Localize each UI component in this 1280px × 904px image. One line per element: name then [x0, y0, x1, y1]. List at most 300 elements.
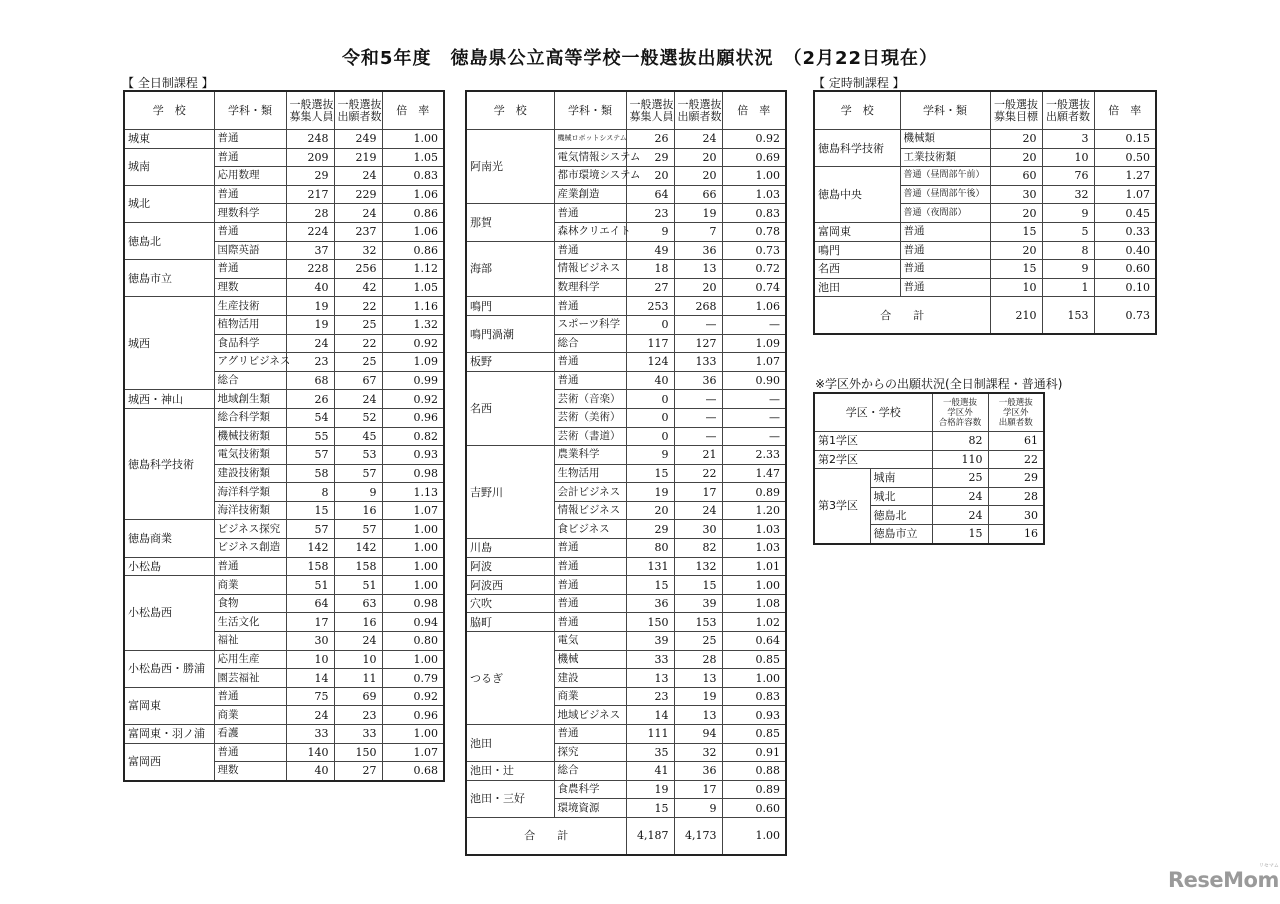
- applicants-value: 69: [334, 687, 382, 706]
- school-name: 板野: [466, 353, 554, 372]
- applicants-value: 57: [334, 520, 382, 539]
- quota-value: 117: [626, 334, 674, 353]
- ratio-value: 1.00: [722, 167, 786, 186]
- quota-value: 64: [286, 594, 334, 613]
- applicants-value: 16: [334, 501, 382, 520]
- school-name: 富岡東: [814, 222, 900, 241]
- quota-value: 68: [286, 371, 334, 390]
- ratio-value: 0.50: [1094, 148, 1156, 167]
- quota-value: 20: [990, 130, 1042, 149]
- course-name: 普通（昼間部午後）: [900, 185, 990, 204]
- applicants-value: 7: [674, 222, 722, 241]
- allow-value: 25: [932, 469, 988, 488]
- quota-value: 29: [626, 148, 674, 167]
- ratio-value: 0.92: [382, 687, 444, 706]
- quota-value: 36: [626, 594, 674, 613]
- table-row: [466, 762, 786, 781]
- total-applicants: 153: [1042, 297, 1094, 335]
- quota-value: 23: [626, 204, 674, 223]
- table-row: [124, 576, 444, 595]
- school-name: 城西: [124, 297, 214, 390]
- quota-value: 20: [990, 148, 1042, 167]
- table-row: [814, 130, 1156, 149]
- table-row: [124, 408, 444, 427]
- table-row: [124, 687, 444, 706]
- parttime-table: [813, 90, 1157, 335]
- applicants-value: 32: [334, 241, 382, 260]
- applicants-value: 133: [674, 353, 722, 372]
- course-name: 普通: [554, 594, 626, 613]
- applicants-value: 9: [1042, 260, 1094, 279]
- ratio-value: 0.86: [382, 204, 444, 223]
- applicants-value: 36: [674, 241, 722, 260]
- course-name: 応用生産: [214, 650, 286, 669]
- school-name: つるぎ: [466, 632, 554, 725]
- district-name: 第3学区: [814, 469, 870, 544]
- course-name: 普通: [554, 371, 626, 390]
- total-label: 合 計: [466, 817, 626, 855]
- quota-value: 17: [286, 613, 334, 632]
- course-name: 商業: [554, 687, 626, 706]
- school-name: 川島: [466, 539, 554, 558]
- quota-value: 20: [626, 501, 674, 520]
- ratio-value: 1.12: [382, 260, 444, 279]
- table-row: [466, 632, 786, 651]
- ratio-value: 1.09: [722, 334, 786, 353]
- applied-value: 28: [988, 487, 1044, 506]
- ratio-value: 1.07: [382, 743, 444, 762]
- table-row: [124, 725, 444, 744]
- course-name: 普通: [554, 204, 626, 223]
- applicants-value: 24: [334, 204, 382, 223]
- ratio-value: 0.85: [722, 725, 786, 744]
- course-name: 機械: [554, 650, 626, 669]
- course-name: 商業: [214, 706, 286, 725]
- applied-value: 16: [988, 524, 1044, 543]
- applicants-value: 219: [334, 148, 382, 167]
- ratio-value: 0.93: [382, 446, 444, 465]
- applicants-value: 25: [674, 632, 722, 651]
- school-name: 富岡東: [124, 687, 214, 724]
- table-row: [124, 222, 444, 241]
- school-name: 池田・三好: [466, 780, 554, 817]
- course-name: 電気情報システム: [554, 148, 626, 167]
- school-name: 脇町: [466, 613, 554, 632]
- applicants-value: 27: [334, 762, 382, 781]
- course-name: 情報ビジネス: [554, 501, 626, 520]
- quota-value: 209: [286, 148, 334, 167]
- school-name: 城南: [124, 148, 214, 185]
- quota-value: 142: [286, 539, 334, 558]
- quota-value: 224: [286, 222, 334, 241]
- ratio-value: —: [722, 408, 786, 427]
- school-name: 富岡東・羽ノ浦: [124, 725, 214, 744]
- applicants-value: 142: [334, 539, 382, 558]
- applicants-value: 9: [334, 483, 382, 502]
- quota-value: 30: [286, 632, 334, 651]
- quota-value: 19: [286, 315, 334, 334]
- course-name: 園芸福祉: [214, 669, 286, 688]
- applicants-value: 13: [674, 669, 722, 688]
- outside-district-title: ※学区外からの出願状況(全日制課程・普通科): [815, 377, 1063, 391]
- quota-value: 150: [626, 613, 674, 632]
- column-header: 倍 率: [382, 91, 444, 130]
- table-row: [466, 725, 786, 744]
- ratio-value: 0.86: [382, 241, 444, 260]
- allow-value: 82: [932, 432, 988, 451]
- quota-value: 40: [626, 371, 674, 390]
- quota-value: 15: [286, 501, 334, 520]
- course-name: 工業技術類: [900, 148, 990, 167]
- school-name: 池田: [814, 278, 900, 297]
- course-name: ビジネス探究: [214, 520, 286, 539]
- column-header: 学 校: [814, 91, 900, 130]
- column-header: 学科・類: [554, 91, 626, 130]
- quota-value: 55: [286, 427, 334, 446]
- ratio-value: 1.07: [722, 353, 786, 372]
- applied-value: 61: [988, 432, 1044, 451]
- school-name: 阿波西: [466, 576, 554, 595]
- course-name: 総合: [554, 334, 626, 353]
- course-name: 普通: [554, 725, 626, 744]
- course-name: 環境資源: [554, 799, 626, 818]
- ratio-value: 1.03: [722, 185, 786, 204]
- quota-value: 15: [626, 576, 674, 595]
- applied-value: 30: [988, 506, 1044, 525]
- applicants-value: 25: [334, 315, 382, 334]
- applicants-value: 150: [334, 743, 382, 762]
- ratio-value: 0.80: [382, 632, 444, 651]
- course-name: 機械ロボットシステム: [554, 130, 626, 149]
- course-name: 芸術（音楽）: [554, 390, 626, 409]
- course-name: 生物活用: [554, 464, 626, 483]
- quota-value: 40: [286, 762, 334, 781]
- applicants-value: 20: [674, 167, 722, 186]
- total-applicants: 4,173: [674, 817, 722, 855]
- school-name: 城西・神山: [124, 390, 214, 409]
- table-row: [466, 539, 786, 558]
- applicants-value: 24: [334, 632, 382, 651]
- header-row: [124, 91, 444, 130]
- applicants-value: 53: [334, 446, 382, 465]
- applicants-value: 10: [1042, 148, 1094, 167]
- applicants-value: 63: [334, 594, 382, 613]
- course-name: 商業: [214, 576, 286, 595]
- course-name: 数理科学: [554, 278, 626, 297]
- ratio-value: 0.92: [382, 390, 444, 409]
- table-row: [466, 594, 786, 613]
- table-row: [466, 613, 786, 632]
- quota-value: 29: [286, 167, 334, 186]
- applied-value: 29: [988, 469, 1044, 488]
- course-name: 普通（夜間部）: [900, 204, 990, 223]
- applicants-value: 19: [674, 687, 722, 706]
- table-row: [124, 557, 444, 576]
- ratio-value: 1.07: [382, 501, 444, 520]
- ratio-value: 2.33: [722, 446, 786, 465]
- column-header: 一般選抜 学区外 出願者数: [988, 393, 1044, 432]
- ratio-value: 0.82: [382, 427, 444, 446]
- quota-value: 29: [626, 520, 674, 539]
- applicants-value: 268: [674, 297, 722, 316]
- quota-value: 23: [626, 687, 674, 706]
- applicants-value: 30: [674, 520, 722, 539]
- quota-value: 10: [286, 650, 334, 669]
- page-title: 令和5年度 徳島県公立高等学校一般選抜出願状況 （2月22日現在）: [341, 48, 939, 69]
- ratio-value: 0.98: [382, 594, 444, 613]
- table-row: [124, 520, 444, 539]
- course-name: 普通: [214, 260, 286, 279]
- table-row: [814, 278, 1156, 297]
- course-name: 普通: [214, 743, 286, 762]
- quota-value: 27: [626, 278, 674, 297]
- column-header: 学 校: [124, 91, 214, 130]
- applicants-value: 42: [334, 278, 382, 297]
- school-name: 吉野川: [466, 446, 554, 539]
- table-row: [814, 167, 1156, 186]
- course-name: 建設: [554, 669, 626, 688]
- quota-value: 60: [990, 167, 1042, 186]
- school-name: 徳島市立: [870, 524, 932, 543]
- course-name: 普通（昼間部午前）: [900, 167, 990, 186]
- course-name: 普通: [900, 222, 990, 241]
- ratio-value: 1.01: [722, 557, 786, 576]
- applicants-value: 127: [674, 334, 722, 353]
- quota-value: 28: [286, 204, 334, 223]
- applicants-value: 57: [334, 464, 382, 483]
- applicants-value: 15: [674, 576, 722, 595]
- course-name: 理数: [214, 762, 286, 781]
- applicants-value: 51: [334, 576, 382, 595]
- allow-value: 15: [932, 524, 988, 543]
- quota-value: 140: [286, 743, 334, 762]
- course-name: 海洋技術類: [214, 501, 286, 520]
- table-row: [466, 297, 786, 316]
- quota-value: 131: [626, 557, 674, 576]
- school-name: 海部: [466, 241, 554, 297]
- ratio-value: 1.13: [382, 483, 444, 502]
- applicants-value: 256: [334, 260, 382, 279]
- applicants-value: 66: [674, 185, 722, 204]
- column-header: 一般選抜 出願者数: [334, 91, 382, 130]
- ratio-value: 0.92: [382, 334, 444, 353]
- ratio-value: 0.72: [722, 260, 786, 279]
- applicants-value: 24: [334, 390, 382, 409]
- course-name: 芸術（美術）: [554, 408, 626, 427]
- table-row: [124, 130, 444, 149]
- school-name: 池田・辻: [466, 762, 554, 781]
- school-name: 城北: [124, 185, 214, 222]
- applicants-value: 153: [674, 613, 722, 632]
- fulltime-label: 【 全日制課程 】: [122, 76, 214, 90]
- quota-value: 35: [626, 743, 674, 762]
- quota-value: 158: [286, 557, 334, 576]
- school-name: 小松島西: [124, 576, 214, 650]
- ratio-value: 1.00: [722, 669, 786, 688]
- quota-value: 19: [626, 780, 674, 799]
- course-name: 森林クリエイト: [554, 222, 626, 241]
- applicants-value: 1: [1042, 278, 1094, 297]
- applicants-value: 28: [674, 650, 722, 669]
- school-name: 名西: [466, 371, 554, 445]
- ratio-value: 0.33: [1094, 222, 1156, 241]
- applicants-value: 16: [334, 613, 382, 632]
- applicants-value: 17: [674, 780, 722, 799]
- ratio-value: 1.20: [722, 501, 786, 520]
- course-name: 普通: [214, 222, 286, 241]
- school-name: 徳島科学技術: [814, 130, 900, 167]
- course-name: 普通: [554, 539, 626, 558]
- table-row: [124, 260, 444, 279]
- quota-value: 26: [286, 390, 334, 409]
- course-name: スポーツ科学: [554, 315, 626, 334]
- ratio-value: 1.00: [382, 576, 444, 595]
- column-header: 倍 率: [722, 91, 786, 130]
- ratio-value: 0.10: [1094, 278, 1156, 297]
- total-quota: 4,187: [626, 817, 674, 855]
- applicants-value: 158: [334, 557, 382, 576]
- quota-value: 49: [626, 241, 674, 260]
- total-ratio: 1.00: [722, 817, 786, 855]
- ratio-value: 0.89: [722, 483, 786, 502]
- column-header: 一般選抜 出願者数: [1042, 91, 1094, 130]
- quota-value: 26: [626, 130, 674, 149]
- applicants-value: 33: [334, 725, 382, 744]
- school-name: 徳島科学技術: [124, 408, 214, 520]
- course-name: 電気: [554, 632, 626, 651]
- resemom-logo: ReseMom リセマム: [1168, 863, 1279, 892]
- applicants-value: 249: [334, 130, 382, 149]
- ratio-value: 1.08: [722, 594, 786, 613]
- column-header: 学 校: [466, 91, 554, 130]
- course-name: 会計ビジネス: [554, 483, 626, 502]
- ratio-value: 1.00: [722, 576, 786, 595]
- ratio-value: 1.32: [382, 315, 444, 334]
- table-row: [814, 432, 1044, 451]
- parttime-label: 【 定時制課程 】: [813, 76, 905, 90]
- column-header: 学区・学校: [814, 393, 932, 432]
- allow-value: 24: [932, 487, 988, 506]
- table-row: [466, 371, 786, 390]
- quota-value: 37: [286, 241, 334, 260]
- ratio-value: 0.89: [722, 780, 786, 799]
- course-name: 普通: [214, 148, 286, 167]
- applicants-value: 5: [1042, 222, 1094, 241]
- school-name: 那賀: [466, 204, 554, 241]
- table-row: [466, 315, 786, 334]
- applicants-value: 13: [674, 260, 722, 279]
- school-name: 城北: [870, 487, 932, 506]
- course-name: 食ビジネス: [554, 520, 626, 539]
- applicants-value: 11: [334, 669, 382, 688]
- column-header: 学科・類: [214, 91, 286, 130]
- column-header: 倍 率: [1094, 91, 1156, 130]
- ratio-value: 1.07: [1094, 185, 1156, 204]
- course-name: 普通: [214, 687, 286, 706]
- ratio-value: 1.00: [382, 650, 444, 669]
- table-row: [124, 148, 444, 167]
- table-row: [814, 450, 1044, 469]
- quota-value: 57: [286, 446, 334, 465]
- course-name: 芸術（書道）: [554, 427, 626, 446]
- course-name: 普通: [554, 297, 626, 316]
- table-row: [124, 390, 444, 409]
- course-name: 普通: [214, 557, 286, 576]
- ratio-value: 1.27: [1094, 167, 1156, 186]
- quota-value: 23: [286, 353, 334, 372]
- school-name: 小松島: [124, 557, 214, 576]
- quota-value: 58: [286, 464, 334, 483]
- ratio-value: 0.98: [382, 464, 444, 483]
- ratio-value: 0.96: [382, 706, 444, 725]
- table-row: [124, 297, 444, 316]
- quota-value: 248: [286, 130, 334, 149]
- school-name: 徳島北: [870, 506, 932, 525]
- quota-value: 33: [626, 650, 674, 669]
- school-name: 名西: [814, 260, 900, 279]
- column-header: 一般選抜 出願者数: [674, 91, 722, 130]
- ratio-value: 0.68: [382, 762, 444, 781]
- course-name: 都市環境システム: [554, 167, 626, 186]
- ratio-value: 0.83: [722, 204, 786, 223]
- ratio-value: 1.00: [382, 557, 444, 576]
- ratio-value: 0.69: [722, 148, 786, 167]
- ratio-value: 0.40: [1094, 241, 1156, 260]
- course-name: 普通: [900, 260, 990, 279]
- quota-value: 41: [626, 762, 674, 781]
- table-row: [466, 241, 786, 260]
- header-row: [814, 91, 1156, 130]
- ratio-value: 1.06: [722, 297, 786, 316]
- quota-value: 20: [990, 204, 1042, 223]
- ratio-value: 1.00: [382, 539, 444, 558]
- ratio-value: 1.03: [722, 520, 786, 539]
- school-name: 徳島市立: [124, 260, 214, 297]
- course-name: 地域創生類: [214, 390, 286, 409]
- course-name: 情報ビジネス: [554, 260, 626, 279]
- ratio-value: 0.60: [722, 799, 786, 818]
- table-row: [466, 557, 786, 576]
- school-name: 徳島商業: [124, 520, 214, 557]
- table-row: [124, 650, 444, 669]
- ratio-value: 1.00: [382, 520, 444, 539]
- applicants-value: 36: [674, 762, 722, 781]
- course-name: 探究: [554, 743, 626, 762]
- course-name: 植物活用: [214, 315, 286, 334]
- course-name: 機械技術類: [214, 427, 286, 446]
- ratio-value: 1.47: [722, 464, 786, 483]
- course-name: アグリビジネス: [214, 353, 286, 372]
- ratio-value: 0.79: [382, 669, 444, 688]
- applicants-value: 229: [334, 185, 382, 204]
- quota-value: 64: [626, 185, 674, 204]
- course-name: 産業創造: [554, 185, 626, 204]
- total-quota: 210: [990, 297, 1042, 335]
- course-name: 総合: [554, 762, 626, 781]
- quota-value: 39: [626, 632, 674, 651]
- course-name: 普通: [214, 130, 286, 149]
- school-name: 鳴門渦潮: [466, 315, 554, 352]
- course-name: 生産技術: [214, 297, 286, 316]
- ratio-value: 0.99: [382, 371, 444, 390]
- fulltime-table-left: [123, 90, 445, 782]
- ratio-value: 0.60: [1094, 260, 1156, 279]
- course-name: 理数: [214, 278, 286, 297]
- table-row: [466, 204, 786, 223]
- quota-value: 20: [626, 167, 674, 186]
- course-name: 普通: [554, 353, 626, 372]
- ratio-value: 0.73: [722, 241, 786, 260]
